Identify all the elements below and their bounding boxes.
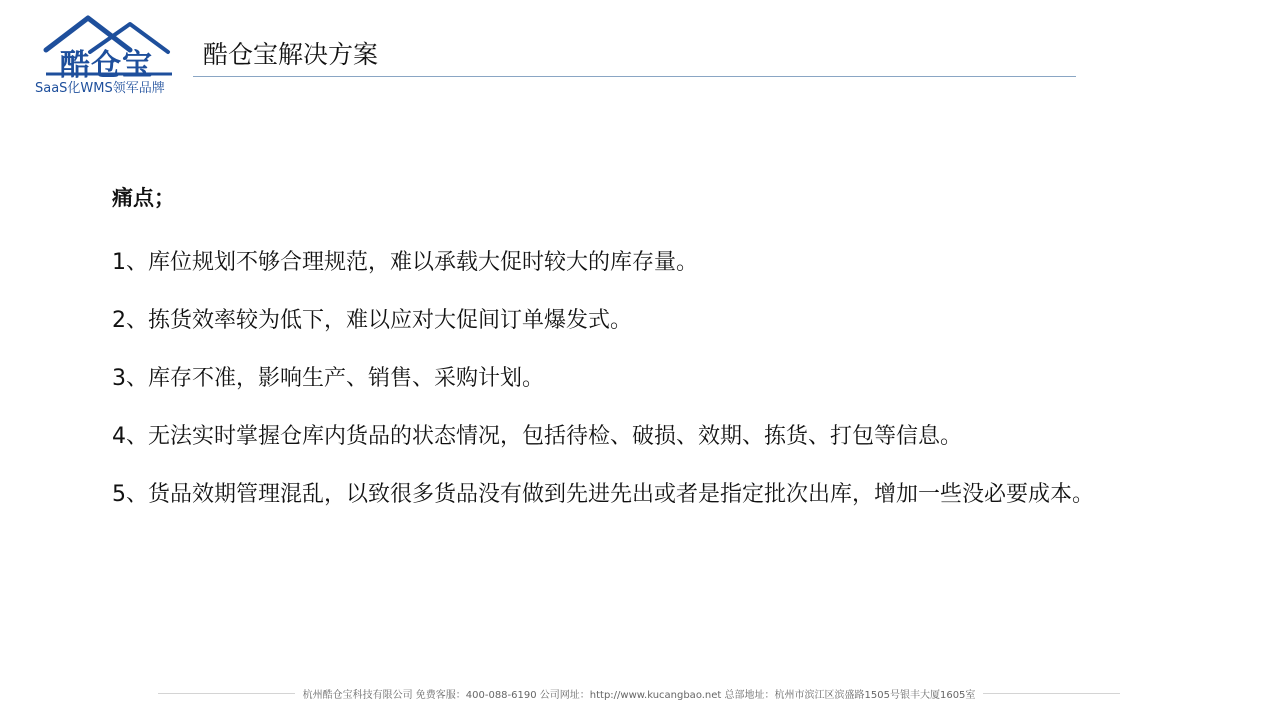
pain-point-item: 2、拣货效率较为低下，难以应对大促间订单爆发式。 xyxy=(112,308,632,333)
footer xyxy=(158,684,1120,702)
page-title: 酷仓宝解决方案 xyxy=(203,40,379,69)
pain-point-item: 4、无法实时掌握仓库内货品的状态情况，包括待检、破损、效期、拣货、打包等信息。 xyxy=(112,424,962,449)
pain-point-item: 1、库位规划不够合理规范，难以承载大促时较大的库存量。 xyxy=(112,250,698,275)
logo-tagline: SaaS化WMS领军品牌 xyxy=(35,81,165,96)
footer-contact-info: 杭州酷仓宝科技有限公司 免费客服：400-088-6190 公司网址：http://www.kucangbao.net 总部地址：杭州市滨江区滨盛路1505号银丰大厦1605室 xyxy=(302,689,976,701)
logo-wordmark: 酷仓宝 xyxy=(60,48,153,83)
pain-points-heading: 痛点； xyxy=(112,186,175,210)
pain-point-item: 5、货品效期管理混乱，以致很多货品没有做到先进先出或者是指定批次出库，增加一些没必要成本。 xyxy=(112,482,1095,507)
pain-points-section xyxy=(112,176,1152,524)
pain-point-item: 3、库存不准，影响生产、销售、采购计划。 xyxy=(112,366,544,391)
footer-divider-left xyxy=(158,693,295,694)
footer-divider-right xyxy=(983,693,1120,694)
header-divider xyxy=(193,76,1076,77)
company-logo xyxy=(30,12,180,102)
